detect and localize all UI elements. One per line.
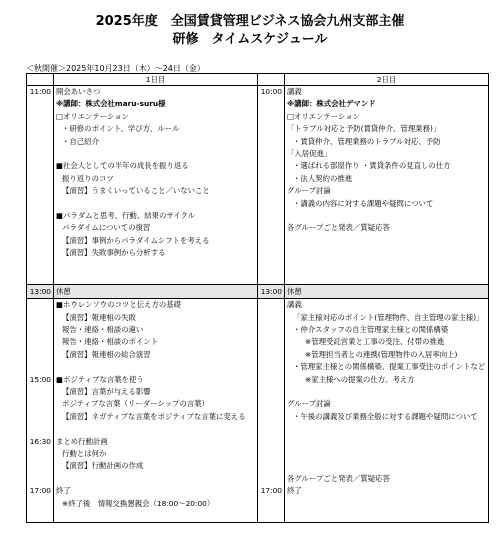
day1-content [54, 374, 258, 436]
schedule-line [287, 210, 488, 222]
day1-time: 17:00 [27, 485, 54, 523]
day1-content [54, 436, 258, 486]
schedule-line: 【演習】失敗事例から分析する [62, 248, 166, 258]
schedule-line: ・講義の内容に対する課題や疑問について [293, 198, 434, 208]
schedule-line [56, 148, 257, 160]
schedule-line: ※管理担当者との連携(管理物件の入居率向上) [305, 349, 458, 359]
schedule-line: 開会あいさつ [56, 87, 101, 96]
schedule-line: 休憩 [56, 287, 71, 297]
break-row [27, 285, 489, 299]
day2-time [258, 299, 285, 374]
schedule-line: 終了 [287, 486, 302, 496]
schedule-row [27, 299, 489, 374]
day1-header: 1日目 [54, 74, 258, 86]
day2-header: 2日目 [285, 74, 489, 86]
day1-time: 13:00 [27, 285, 54, 299]
schedule-line: 行動とは何か [62, 448, 107, 458]
schedule-line: 「トラブル対応と予防(賃貸仲介、管理業務)」 [287, 124, 441, 134]
schedule-line [287, 235, 488, 247]
schedule-line: 【演習】言葉が与える影響 [62, 386, 151, 396]
schedule-line: ・賃貸仲介、管理業務のトラブル対応、予防 [293, 136, 441, 146]
schedule-line: ■ホウレンソウのコツと伝え方の基礎 [56, 300, 182, 310]
document-subtitle: 研修 タイムスケジュール [172, 32, 328, 47]
schedule-line [56, 510, 257, 522]
schedule-line: ■パラダムと思考、行動、結果のサイクル [56, 210, 196, 220]
schedule-line: ■ポジティブな言葉を使う [56, 374, 144, 384]
schedule-line [56, 361, 257, 373]
day2-content [285, 299, 489, 374]
schedule-line [56, 259, 257, 271]
schedule-line: 報告・連絡・相談の違い [62, 325, 144, 335]
schedule-line [287, 259, 488, 271]
schedule-line: ポジティブな言葉（リーダーシップの言葉） [62, 399, 209, 409]
day1-time: 15:00 [27, 374, 54, 436]
schedule-line: ・仲介スタッフの自主管理家主様との関係構築 [293, 325, 449, 335]
schedule-line: □オリエンテーション [287, 111, 361, 121]
day1-content [54, 285, 258, 299]
day1-content [54, 485, 258, 523]
schedule-line: 【演習】事例からパラダイムシフトを考える [62, 235, 210, 245]
schedule-line [287, 436, 488, 448]
schedule-line: ※終了後 情報交換懇親会（18:00～20:00） [62, 498, 215, 508]
schedule-line: 報告・連絡・相談のポイント [62, 337, 159, 347]
day1-time [27, 299, 54, 374]
schedule-row [27, 374, 489, 436]
schedule-line: ・研修のポイント、学び方、ルール [62, 124, 180, 134]
schedule-line: ■社会人としての半年の成長を振り返る [56, 161, 189, 171]
day1-content [54, 86, 258, 285]
schedule-line: 【演習】報連相の失敗 [62, 312, 136, 322]
schedule-line: ・法人契約の推進 [293, 173, 353, 183]
schedule-line: 「入居促進」 [287, 148, 332, 158]
schedule-line [287, 498, 488, 510]
day1-time-header [27, 74, 54, 86]
schedule-line [56, 198, 257, 210]
schedule-line: 【演習】行動計画の作成 [62, 461, 144, 471]
schedule-line: 振り返りのコツ [62, 173, 114, 183]
day1-content [54, 299, 258, 374]
day1-time: 16:30 [27, 436, 54, 486]
day2-content [285, 285, 489, 299]
schedule-line [287, 423, 488, 435]
schedule-line [287, 448, 488, 460]
day1-time: 11:00 [27, 86, 54, 285]
day2-time: 10:00 [258, 86, 285, 285]
schedule-line [287, 247, 488, 259]
schedule-line: □オリエンテーション [56, 111, 130, 121]
schedule-line: ・選ばれる部屋作り ・賃貸条件の見直しの仕方 [293, 161, 451, 171]
schedule-line [287, 460, 488, 472]
schedule-line: ・自己紹介 [62, 136, 99, 146]
schedule-line: ※家主様への提案の仕方、考え方 [305, 374, 415, 384]
schedule-line [56, 272, 257, 284]
day2-time-header [258, 74, 285, 86]
schedule-line: ・管理家主様との関係構築、提案工事受注のポイントなど [293, 362, 486, 372]
schedule-row [27, 485, 489, 523]
schedule-header-row [27, 74, 489, 86]
day2-content [285, 86, 489, 285]
schedule-line: 【演習】報連相の総合演習 [62, 349, 151, 359]
day2-time: 17:00 [258, 485, 285, 523]
day2-content [285, 374, 489, 436]
schedule-row [27, 86, 489, 285]
document-title: 2025年度 全国賃貸管理ビジネス協会九州支部主催 [95, 14, 405, 29]
schedule-line: 講義 [287, 87, 302, 96]
schedule-line: ※管理受託営業と工事の受注、付帯の推進 [305, 337, 445, 347]
schedule-line [287, 386, 488, 398]
schedule-line: 各グループごと発表／質疑応答 [287, 223, 390, 233]
schedule-line: ・午後の講義及び業務全般に対する課題や疑問について [293, 411, 478, 421]
schedule-line [287, 272, 488, 284]
day2-content [285, 436, 489, 486]
schedule-line: まとめ行動計画 [56, 436, 108, 446]
day2-time [258, 436, 285, 486]
day2-time: 13:00 [258, 285, 285, 299]
schedule-line: ※講師：株式会社デマンド [287, 99, 376, 109]
schedule-line: 「家主様対応のポイント(管理物件、自主管理の家主様)」 [293, 312, 484, 322]
schedule-line: 各グループごと発表／質疑応答 [287, 473, 390, 483]
schedule-line: パラダイムについての復習 [62, 223, 151, 233]
schedule-line: 休憩 [287, 287, 302, 297]
schedule-line: ※講師：株式会社maru-suru様 [56, 99, 166, 109]
schedule-line: グループ討論 [287, 399, 331, 409]
schedule-line: 終了 [56, 486, 71, 496]
schedule-line: 講義 [287, 300, 302, 310]
day2-content [285, 485, 489, 523]
schedule-line: 【演習】うまくいっていること／いないこと [62, 186, 210, 196]
schedule-table [26, 73, 489, 523]
schedule-line: グループ討論 [287, 186, 331, 196]
schedule-line [56, 423, 257, 435]
schedule-line: 【演習】ネガティブな言葉をポジティブな言葉に変える [62, 411, 246, 421]
schedule-line [56, 473, 257, 485]
schedule-line [287, 510, 488, 522]
day2-time [258, 374, 285, 436]
event-date: ＜秋開催＞2025年10月23日（木）～24日（金） [26, 64, 205, 73]
schedule-row [27, 436, 489, 486]
